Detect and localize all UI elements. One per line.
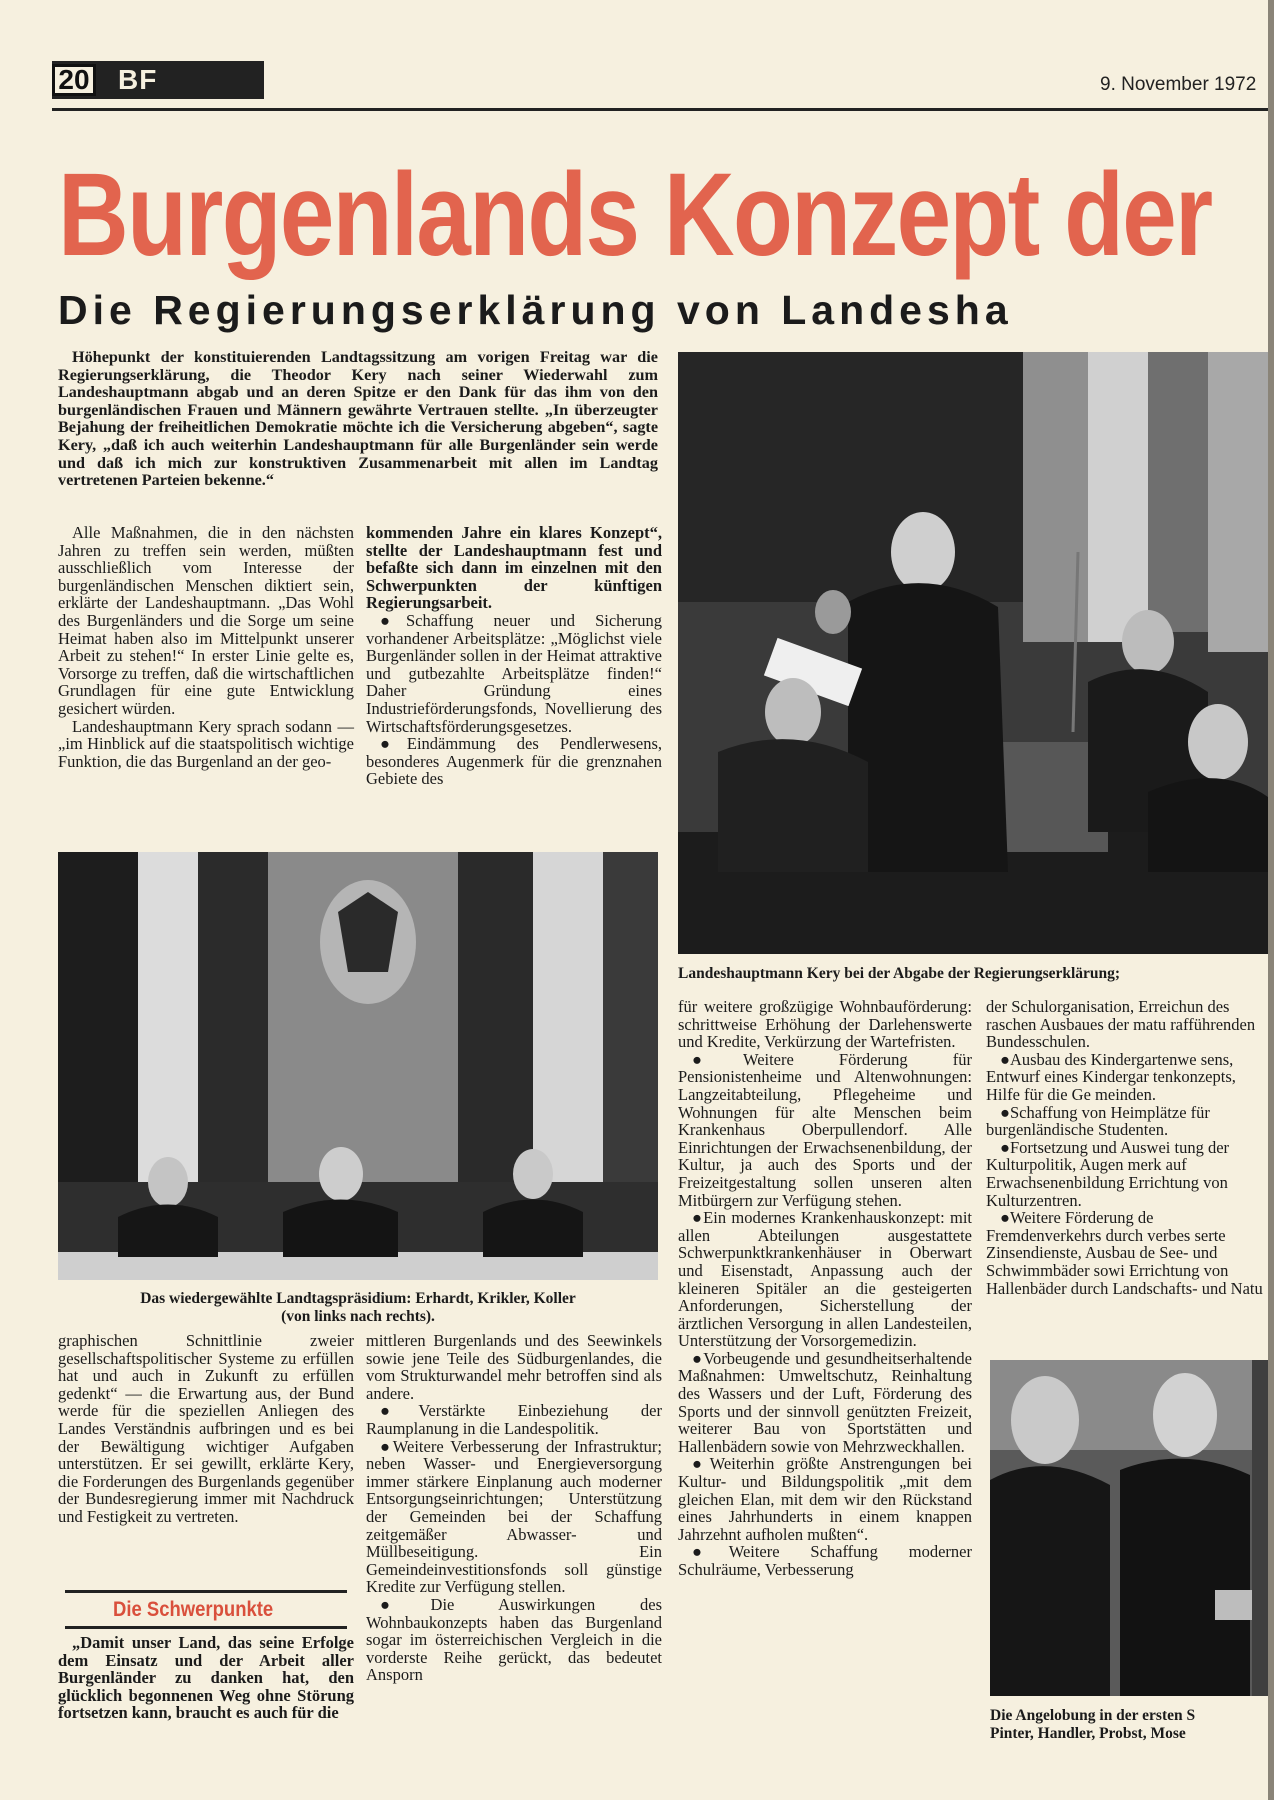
column-4 bbox=[986, 997, 1268, 1298]
section-label: BF bbox=[118, 64, 158, 95]
col2-bottom-bullet-2: ● Weitere Verbesserung der Infrastruktur; neben Wasser- und Energieversorgung immer stärkere Einplanung auch moderner Entsorgungseinrichtungen; Unterstützung der Gemeinden bei der Schaffung zeitgemäßer Abwasser- und Müllbeseitigung. Ein Gemeindeinvestitionsfonds soll günstige Kredite zur Verfügung stellen. bbox=[366, 1438, 662, 1596]
section-title: Die Schwerpunkte bbox=[113, 1598, 274, 1621]
lead-paragraph bbox=[58, 349, 658, 509]
col3-bullet-1: ● Weitere Förderung für Pensionistenheime und Altenwohnungen: Langzeitabteilung, Pflegeheime und Wohnungen für alte Menschen beim Krankenhaus Oberpullendorf. Alle Einrichtungen der Erwachsenenbildung, der Kultur, ja auch des Sports und der Freizeitgestaltung sollen unseren alten Mitbürgern zur Verfügung stehen. bbox=[678, 1051, 972, 1209]
col2-bottom-bullet-3: ● Die Auswirkungen des Wohnbaukonzepts haben das Burgenland sogar im österreichischen Vergleich in die vorderste Reihe gerückt, das bedeutet Ansporn bbox=[366, 1596, 662, 1684]
col1-section-paragraph: „Damit unser Land, das seine Erfolge dem Einsatz und der Arbeit aller Burgenländer zu danken hat, den glücklich begonnenen Weg ohne Störung fortsetzen kann, braucht es auch für die bbox=[58, 1633, 354, 1723]
column-2-top bbox=[366, 524, 662, 846]
photo-presidium-image bbox=[58, 852, 658, 1280]
page-edge bbox=[1268, 0, 1274, 1800]
issue-date: 9. November 1972 bbox=[1100, 74, 1257, 95]
section-rule-bottom bbox=[65, 1626, 347, 1629]
col2-bottom-paragraph: mittleren Burgenlands und des Seewinkels sowie jene Teile des Südburgenlandes, die vom Strukturwandel mehr betroffen sind als andere. bbox=[366, 1331, 662, 1403]
page-number: 20 bbox=[52, 64, 96, 96]
col4-bullet-4: ● Weitere Förderung de Fremdenverkehrs durch verbes serte Zinsendienste, Ausbau de See- und Schwimmbäder sowi Errichtung von Hallenbäder durch Landschafts- und Natu bbox=[986, 1209, 1268, 1297]
subheadline: Die Regierungserklärung von Landesha bbox=[58, 287, 1013, 333]
column-1-top bbox=[58, 524, 354, 846]
col3-bullet-2: ● Ein modernes Krankenhauskonzept: mit allen Abteilungen ausgestattete Schwerpunktkrankenhäuser in Oberwart und Eisenstadt, Anpassung auch der kleineren Spitäler an die gesteigerten Anforderungen, Sicherstellung der ärztlichen Versorgung in allen Landesteilen, Unterstützung der Vorsorgemedizin. bbox=[678, 1209, 972, 1350]
caption-presidium-line-1: Das wiedergewählte Landtagspräsidium: Erhardt, Krikler, Koller bbox=[140, 1290, 576, 1307]
header-rule bbox=[52, 108, 1270, 111]
photo-speaker-image bbox=[678, 352, 1268, 954]
caption-oath-line-2: Pinter, Handler, Probst, Mose bbox=[990, 1725, 1186, 1742]
caption-presidium-line-2: (von links nach rechts). bbox=[281, 1308, 435, 1325]
col3-bullet-3: ● Vorbeugende und gesundheitserhaltende Maßnahmen: Umweltschutz, Reinhaltung des Wassers und der Luft, Förderung des Sports und der sinnvoll genützten Freizeit, weiterer Bau von Sportstätten und Hallenbädern sowie von Mehrzweckhallen. bbox=[678, 1350, 972, 1456]
caption-oath-line-1: Die Angelobung in der ersten S bbox=[990, 1707, 1196, 1724]
col2-bullet-2: ● Eindämmung des Pendlerwesens, besonderes Augenmerk für die grenznahen Gebiete des bbox=[366, 735, 662, 788]
photo-speaker bbox=[678, 352, 1268, 954]
col1-bottom-paragraph: graphischen Schnittlinie zweier gesellschaftspolitischer Systeme zu erfüllen hat und auch in Zukunft zu erfüllen gedenkt“ — die Erwartung aus, der Bund werde für die speziellen Anliegen des Landes Verständnis aufbringen und es bei der Bewältigung wichtiger Aufgaben unterstützen. Er sei gewillt, erklärte Kery, die Forderungen des Burgenlands gegenüber der Bundesregierung immer mit Nachdruck und Festigkeit zu vertreten. bbox=[58, 1331, 354, 1526]
col2-bottom-bullet-1: ● Verstärkte Einbeziehung der Raumplanung in die Landespolitik. bbox=[366, 1402, 662, 1437]
col4-bullet-2: ● Schaffung von Heimplätze für burgenländische Studenten. bbox=[986, 1104, 1268, 1139]
column-1-bottom bbox=[58, 1332, 354, 1582]
col1-paragraph-2: Landeshauptmann Kery sprach sodann — „im Hinblick auf die staatspolitisch wichtige Funktion, die das Burgenland an der geo- bbox=[58, 716, 354, 771]
col3-bullet-5: ● Weitere Schaffung moderner Schulräume, Verbesserung bbox=[678, 1543, 972, 1578]
section-rule-top bbox=[65, 1590, 347, 1593]
col2-bullet-1: ● Schaffung neuer und Sicherung vorhandener Arbeitsplätze: „Möglichst viele Burgenländer sollen in der Heimat attraktive und gutbezahlte Arbeitsplätze finden!“ Daher Gründung eines Industrieförderungsfonds, Novellierung des Wirtschaftsförderungsgesetzes. bbox=[366, 612, 662, 735]
photo-oath bbox=[990, 1360, 1268, 1696]
col3-bullet-4: ● Weiterhin größte Anstrengungen bei Kultur- und Bildungspolitik „mit dem gleichen Elan, mit dem wir den Rückstand eines Jahrhunderts in einem knappen Jahrzehnt aufholen mußten“. bbox=[678, 1455, 972, 1543]
col1-paragraph-1: Alle Maßnahmen, die in den nächsten Jahren zu treffen sein werden, müßten ausschließlich vom Interesse der burgenländischen Menschen diktiert sein, erklärte der Landeshauptmann. „Das Wohl des Burgenländers und die Sorge um seine Heimat haben also im Mittelpunkt unserer Arbeit zu stehen!“ In erster Linie gelte es, Vorsorge zu treffen, daß die wirtschaftlichen Grundlagen für eine gute Entwicklung gesichert würden. bbox=[58, 523, 354, 718]
lead-text: Höhepunkt der konstituierenden Landtagssitzung am vorigen Freitag war die Regierungserklärung, die Theodor Kery nach seiner Wiederwahl zum Landeshauptmann abgab und an deren Spitze er den Dank für das ihm von den burgenländischen Frauen und Männern gewährte Vertrauen stellte. „In überzeugter Bejahung der freiheitlichen Demokratie möchte ich die Versicherung abgeben“, sagte Kery, „daß ich auch weiterhin Landeshauptmann für alle Burgenländer sein werde und daß ich mich zur konstruktiven Zusammenarbeit mit allen im Landtag vertretenen Parteien bekenne.“ bbox=[58, 348, 658, 490]
photo-presidium bbox=[58, 852, 658, 1280]
column-3 bbox=[678, 998, 972, 1744]
col2-bold-intro: kommenden Jahre ein klares Konzept“, stellte der Landeshauptmann fest und befaßte sich dann im einzelnen mit den Schwerpunkten der künftigen Regierungsarbeit. bbox=[366, 523, 662, 613]
column-1-section bbox=[58, 1634, 354, 1744]
col4-paragraph: der Schulorganisation, Erreichun des raschen Ausbaues der matu rafführenden Bundesschulen. bbox=[986, 997, 1256, 1052]
headline: Burgenlands Konzept der bbox=[58, 149, 1212, 281]
col3-paragraph: für weitere großzügige Wohnbauförderung: schrittweise Erhöhung der Darlehenswerte und Kredite, Verkürzung der Wartefristen. bbox=[678, 997, 972, 1052]
column-2-bottom bbox=[366, 1332, 662, 1744]
photo-oath-image bbox=[990, 1360, 1268, 1696]
caption-speaker: Landeshauptmann Kery bei der Abgabe der Regierungserklärung; bbox=[678, 965, 1121, 982]
col4-bullet-3: ● Fortsetzung und Auswei tung der Kulturpolitik, Augen merk auf Erwachsenenbildung Errichtung von Kulturzentren. bbox=[986, 1139, 1268, 1209]
page-header-bar bbox=[52, 61, 264, 99]
col4-bullet-1: ● Ausbau des Kindergartenwe sens, Entwurf eines Kindergar tenkonzepts, Hilfe für die Ge meinden. bbox=[986, 1051, 1268, 1104]
